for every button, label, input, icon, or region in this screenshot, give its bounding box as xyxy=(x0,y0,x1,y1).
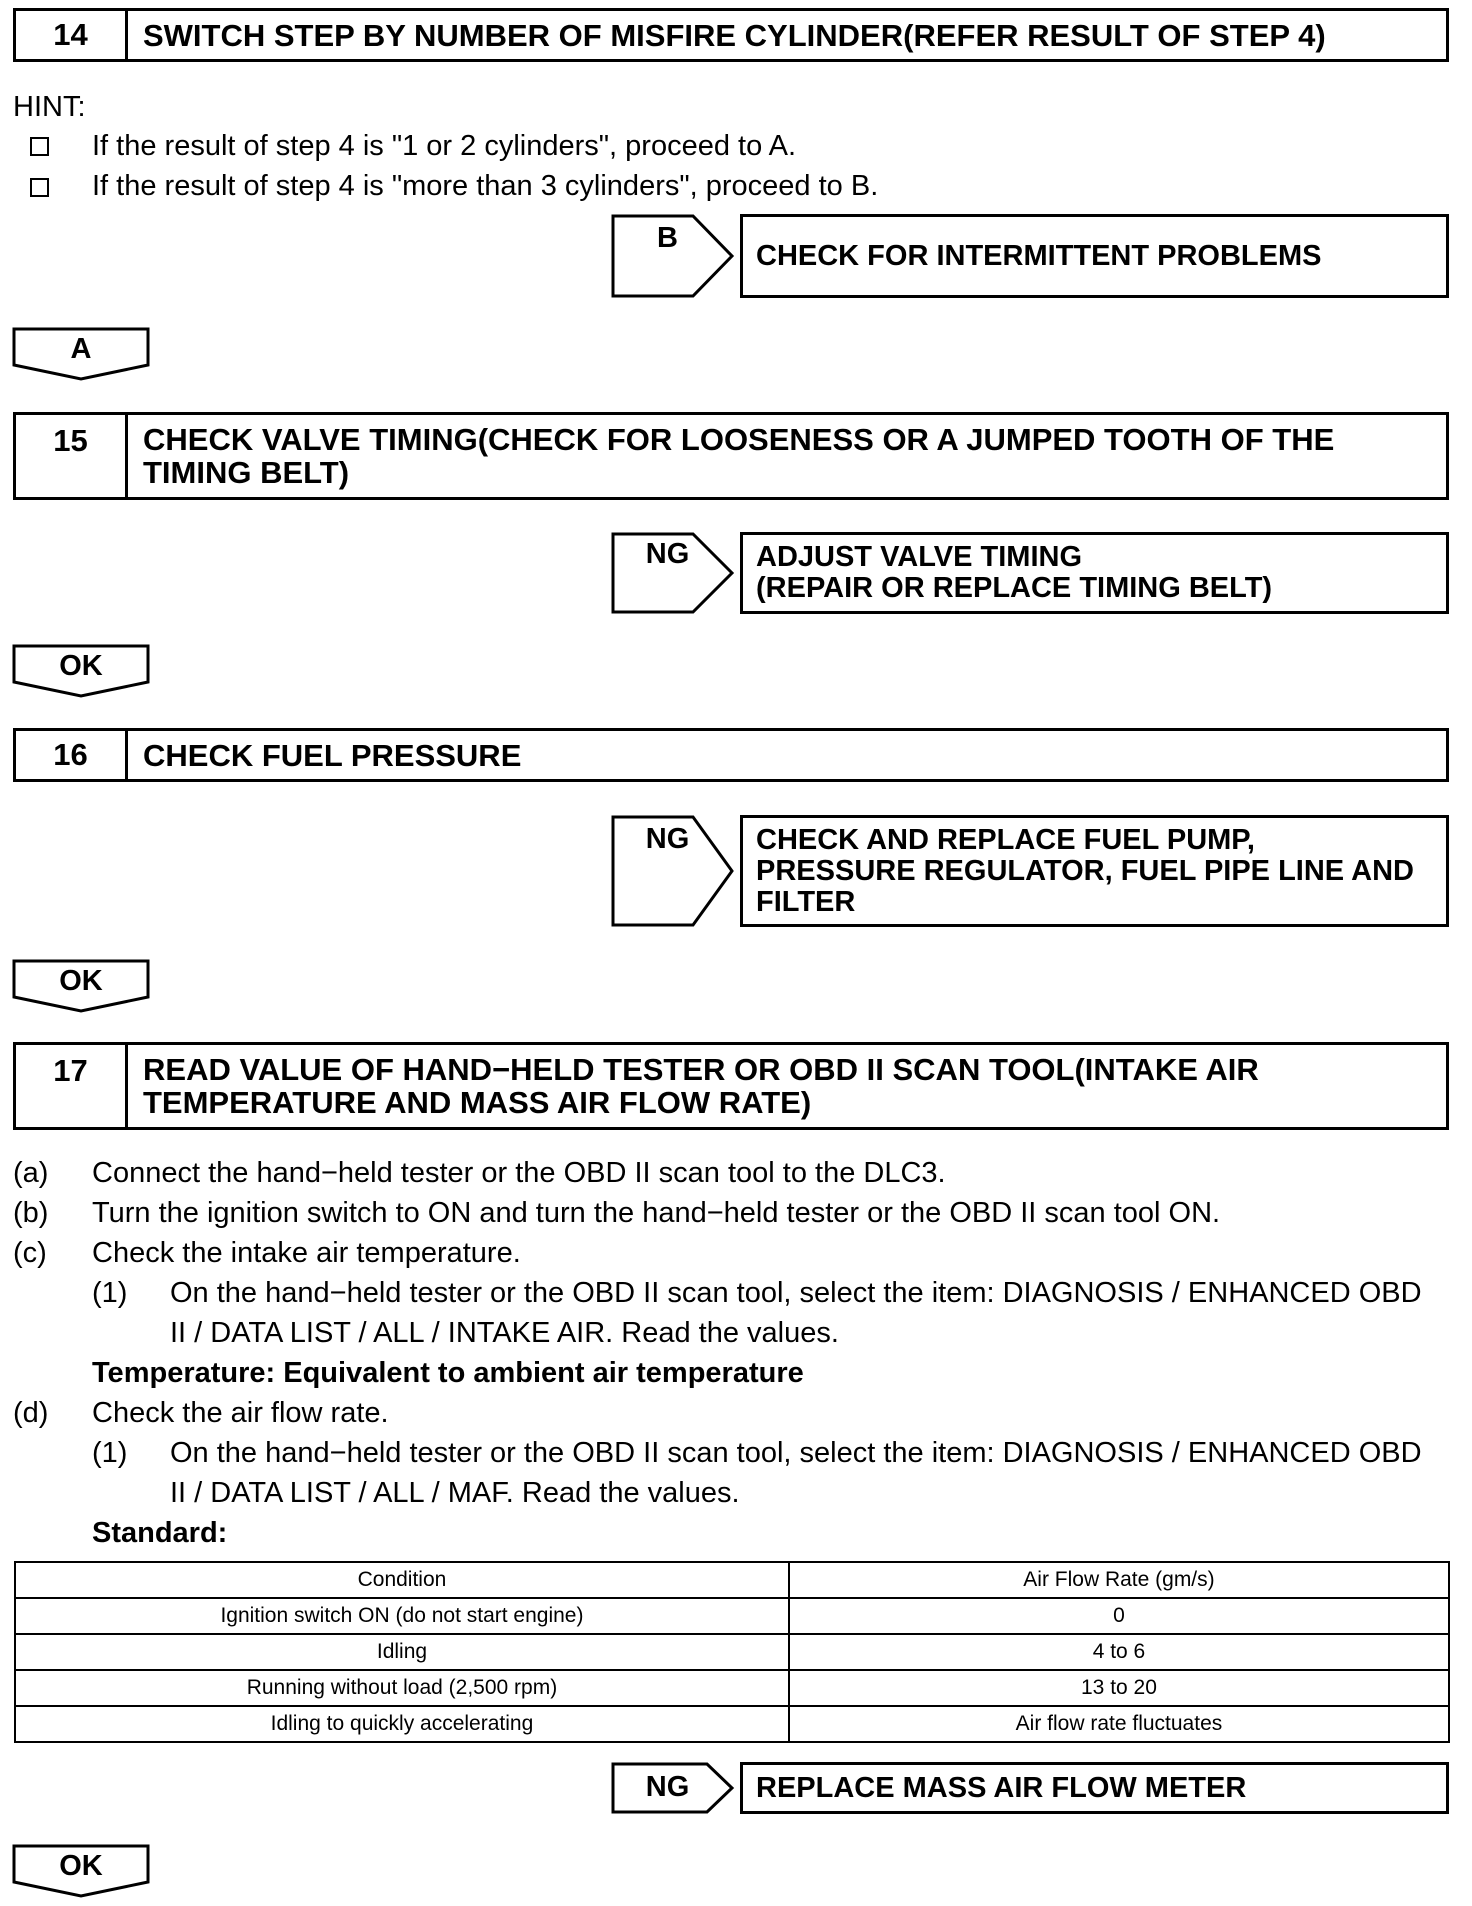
down-arrow-ok xyxy=(12,959,150,1013)
result-text xyxy=(756,825,1436,918)
result-text: CHECK FOR INTERMITTENT PROBLEMS xyxy=(756,240,1322,272)
table-cell: Air flow rate fluctuates xyxy=(789,1706,1449,1742)
hint-label: HINT: xyxy=(13,91,86,123)
step-16-header xyxy=(13,728,1449,782)
step-title xyxy=(143,423,1436,489)
procedure-text: Check the air flow rate. xyxy=(92,1397,389,1429)
result-arrow-ng xyxy=(611,532,736,614)
table-cell: Idling to quickly accelerating xyxy=(15,1706,789,1742)
arrow-label: OK xyxy=(59,1850,103,1882)
step-title-line: CHECK VALVE TIMING(CHECK FOR LOOSENESS OR A JUMPED TOOTH OF THE xyxy=(143,422,1335,457)
step-number: 15 xyxy=(16,415,128,497)
step-title-line: TEMPERATURE AND MASS AIR FLOW RATE) xyxy=(143,1085,812,1120)
procedure-submark: (1) xyxy=(92,1437,128,1469)
step-title xyxy=(143,1053,1436,1119)
procedure-text: Check the intake air temperature. xyxy=(92,1237,521,1269)
table-cell: 4 to 6 xyxy=(789,1634,1449,1670)
table-row xyxy=(15,1598,1449,1634)
checkbox-icon xyxy=(30,178,49,197)
table-cell: 0 xyxy=(789,1598,1449,1634)
procedure-mark: (a) xyxy=(13,1157,49,1189)
table-header-cell: Air Flow Rate (gm/s) xyxy=(789,1562,1449,1598)
step-title-line: READ VALUE OF HAND−HELD TESTER OR OBD II SCAN TOOL(INTAKE AIR xyxy=(143,1052,1259,1087)
result-box xyxy=(740,1762,1449,1814)
result-text-line: (REPAIR OR REPLACE TIMING BELT) xyxy=(756,572,1273,604)
arrow-label: OK xyxy=(59,965,103,997)
table-row xyxy=(15,1634,1449,1670)
result-box xyxy=(740,214,1449,298)
result-box xyxy=(740,815,1449,927)
standard-table xyxy=(14,1561,1450,1743)
procedure-text: On the hand−held tester or the OBD II scan tool, select the item: DIAGNOSIS / ENHANCED OBD xyxy=(170,1277,1422,1309)
down-arrow-a xyxy=(12,327,150,381)
result-text: REPLACE MASS AIR FLOW METER xyxy=(756,1772,1247,1804)
step-title-line: TIMING BELT) xyxy=(143,455,350,490)
procedure-submark: (1) xyxy=(92,1277,128,1309)
procedure-text: II / DATA LIST / ALL / INTAKE AIR. Read the values. xyxy=(170,1317,839,1349)
table-header-row xyxy=(15,1562,1449,1598)
arrow-label: NG xyxy=(645,1771,690,1803)
table-cell: Ignition switch ON (do not start engine) xyxy=(15,1598,789,1634)
step-14-header xyxy=(13,8,1449,62)
result-arrow-b xyxy=(611,214,736,298)
arrow-label: NG xyxy=(645,538,690,570)
table-header-cell: Condition xyxy=(15,1562,789,1598)
result-arrow-ng xyxy=(611,1762,736,1814)
table-row xyxy=(15,1706,1449,1742)
step-title: CHECK FUEL PRESSURE xyxy=(143,738,522,773)
result-text-line: PRESSURE REGULATOR, FUEL PIPE LINE AND xyxy=(756,855,1414,887)
standard-label: Standard: xyxy=(92,1517,228,1549)
step-15-header xyxy=(13,412,1449,500)
down-arrow-ok xyxy=(12,644,150,698)
arrow-label: A xyxy=(70,333,92,365)
table-cell: Idling xyxy=(15,1634,789,1670)
arrow-label: OK xyxy=(59,650,103,682)
step-title: SWITCH STEP BY NUMBER OF MISFIRE CYLINDER(REFER RESULT OF STEP 4) xyxy=(143,18,1326,53)
result-text-line: ADJUST VALVE TIMING xyxy=(756,541,1082,573)
table-cell: Running without load (2,500 rpm) xyxy=(15,1670,789,1706)
procedure-text: On the hand−held tester or the OBD II scan tool, select the item: DIAGNOSIS / ENHANCED OBD xyxy=(170,1437,1422,1469)
procedure-text: II / DATA LIST / ALL / MAF. Read the values. xyxy=(170,1477,740,1509)
hint-item: If the result of step 4 is "more than 3 cylinders", proceed to B. xyxy=(92,170,879,202)
result-text-line: FILTER xyxy=(756,886,856,918)
arrow-label: B xyxy=(657,222,678,254)
procedure-mark: (d) xyxy=(13,1397,49,1429)
result-text-line: CHECK AND REPLACE FUEL PUMP, xyxy=(756,824,1255,856)
result-box xyxy=(740,532,1449,614)
table-cell: 13 to 20 xyxy=(789,1670,1449,1706)
hint-item: If the result of step 4 is "1 or 2 cylinders", proceed to A. xyxy=(92,130,797,162)
result-text xyxy=(756,542,1436,604)
arrow-label: NG xyxy=(645,823,690,855)
result-arrow-ng xyxy=(611,815,736,927)
step-17-header xyxy=(13,1042,1449,1130)
table-row xyxy=(15,1670,1449,1706)
procedure-text: Turn the ignition switch to ON and turn the hand−held tester or the OBD II scan tool ON. xyxy=(92,1197,1221,1229)
down-arrow-ok xyxy=(12,1844,150,1898)
step-number: 16 xyxy=(16,731,128,779)
checkbox-icon xyxy=(30,137,49,156)
procedure-text: Connect the hand−held tester or the OBD II scan tool to the DLC3. xyxy=(92,1157,946,1189)
step-number: 17 xyxy=(16,1045,128,1127)
step-number: 14 xyxy=(16,11,128,59)
spec-text: Temperature: Equivalent to ambient air temperature xyxy=(92,1357,804,1389)
procedure-mark: (b) xyxy=(13,1197,49,1229)
procedure-mark: (c) xyxy=(13,1237,47,1269)
